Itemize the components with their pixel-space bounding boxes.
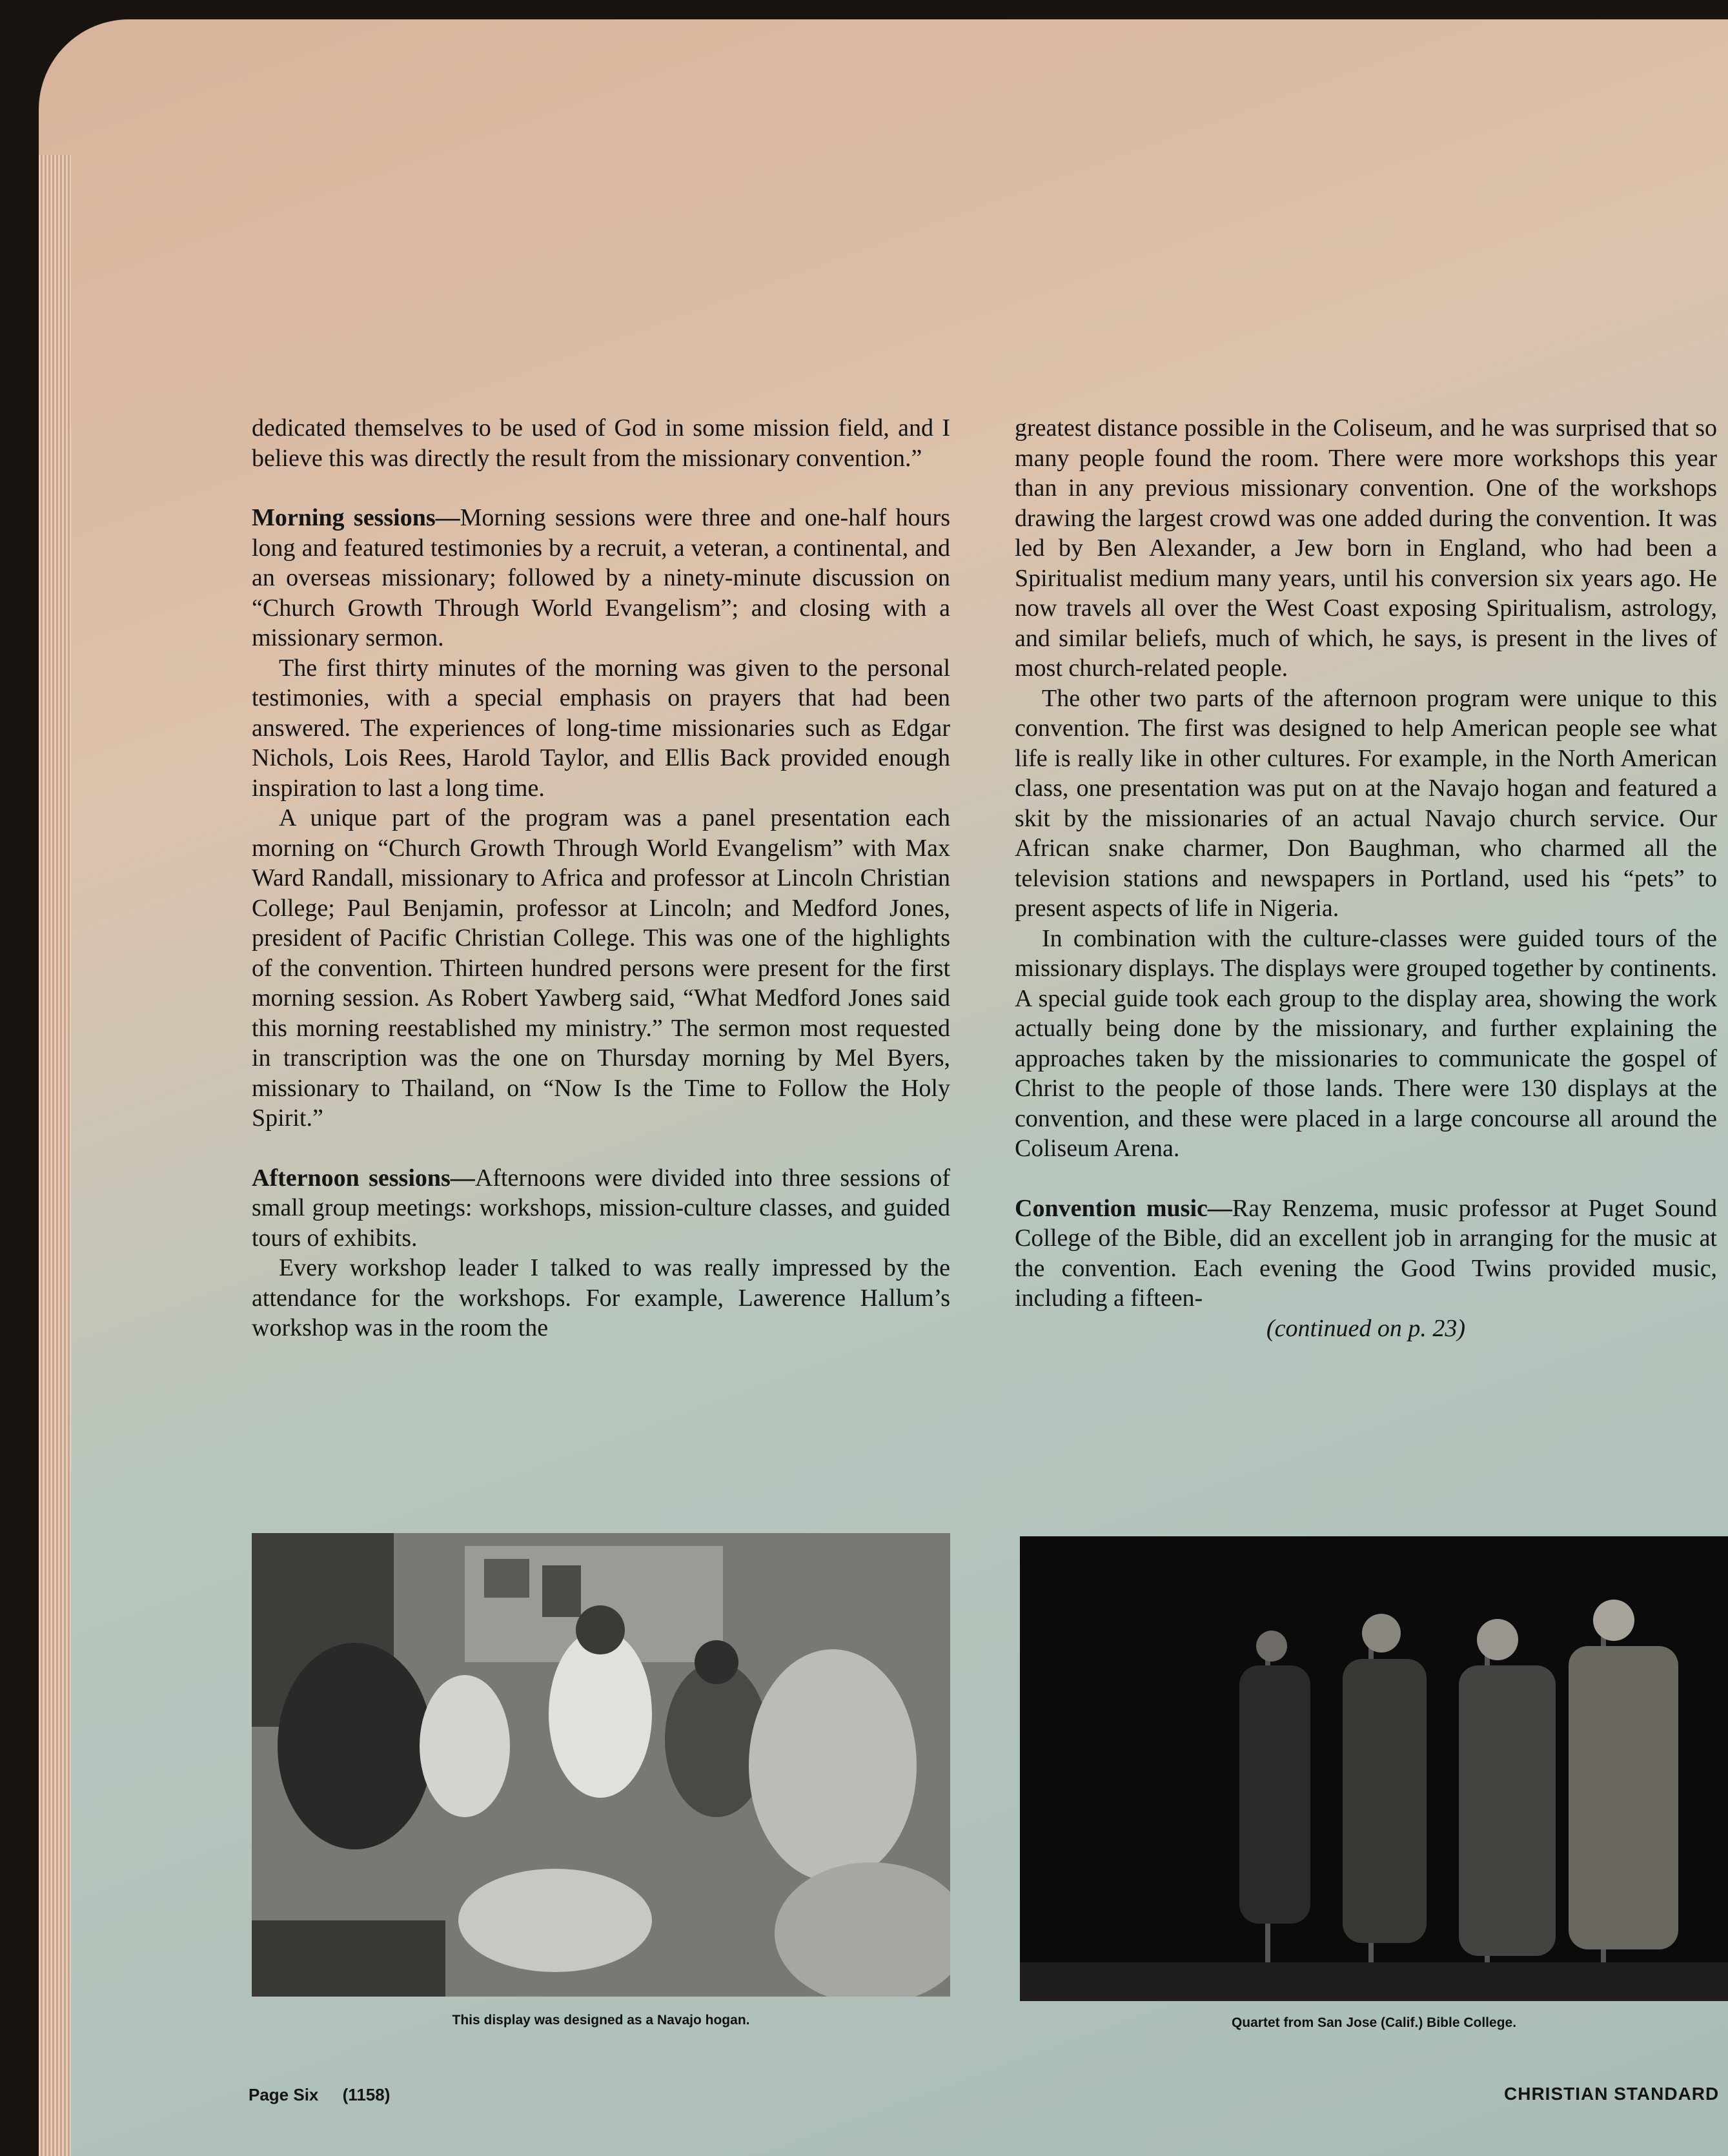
photo-navajo-hogan-display [252,1533,950,1997]
paragraph: Every workshop leader I talked to was really impressed by the attendance for the workshops. For example, Lawerence Hallum’s workshop was in the room the [252,1254,950,1341]
continued-note: (continued on p. 23) [1266,1314,1466,1342]
left-column [252,413,950,1343]
paragraph: The other two parts of the afternoon program were unique to this convention. The first was designed to help American people see what life is really like in other cultures. For example, in the North American class, one presentation was put on at the Navajo hogan and featured a skit by the missionaries of an actual Navajo church service. Our African snake charmer, Don Baughman, who charmed all the television stations and newspapers in Portland, used his “pets” to present aspects of life in Nigeria. [1015,684,1717,922]
photo-caption: Quartet from San Jose (Calif.) Bible College. [1231,2015,1517,2030]
section-heading: Convention music— [1015,1194,1232,1222]
publication-name: CHRISTIAN STANDARD [1504,2084,1720,2104]
paragraph-text: Ray Renzema, music professor at Puget Sound College of the Bible, did an excellent job in arranging for the music at the convention. Each evening the Good Twins provided music, including a fifteen- [1015,1194,1718,1312]
paragraph: greatest distance possible in the Coliseum, and he was surprised that so many people found the room. There were more workshops this year than in any previous missionary convention. One of the workshops drawing the largest crowd was one added during the convention. It was led by Ben Alexander, a Jew born in England, who had been a Spiritualist medium many years, until his conversion six years ago. He now travels all over the West Coast exposing Spiritualism, astrology, and similar beliefs, much of which, he says, is present in the lives of most church-related people. [1015,414,1717,682]
page-stack-edge [39,155,71,2156]
paragraph-text: Morning sessions were three and one-half hours long and featured testimonies by a recruit, a veteran, a continental, and an overseas missionary; followed by a ninety-minute discussion on “Church Growth Through World Evangelism”; and closing with a missionary sermon. [252,504,950,651]
paragraph: The first thirty minutes of the morning was given to the personal testimonies, with a special emphasis on prayers that had been answered. The experiences of long-time missionaries such as Edgar Nichols, Lois Rees, Harold Taylor, and Ellis Back provided enough inspiration to last a long time. [252,654,950,802]
paragraph: dedicated themselves to be used of God in some mission field, and I believe this was directly the result from the missionary convention.” [252,414,950,472]
paragraph-afternoon-sessions [252,1163,950,1254]
page-number: (1158) [342,2085,391,2104]
paragraph: In combination with the culture-classes were guided tours of the missionary displays. The displays were grouped together by continents. A special guide took each group to the display area, showing the work actually being done by the missionary, and further explaining the approaches taken by the missionaries to communicate the gospel of Christ to the people of those lands. There were 130 displays at the convention, and these were placed in a large concourse all around the Coliseum Arena. [1015,924,1717,1162]
right-column [1015,413,1717,1343]
paragraph: A unique part of the program was a panel presentation each morning on “Church Growth Through World Evangelism” with Max Ward Randall, missionary to Africa and professor at Lincoln Christian College; Paul Benjamin, professor at Lincoln; and Medford Jones, president of Pacific Christian College. This was one of the highlights of the convention. Thirteen hundred persons were present for the first morning session. As Robert Yawberg said, “What Medford Jones said this morning reestablished my ministry.” The sermon most requested in transcription was the one on Thursday morning by Mel Byers, missionary to Thailand, on “Now Is the Time to Follow the Holy Spirit.” [252,804,950,1132]
section-heading: Afternoon sessions— [252,1164,475,1192]
photo-quartet [1020,1536,1728,2001]
photo-caption: This display was designed as a Navajo hogan. [452,2013,750,2028]
paragraph-morning-sessions [252,503,950,653]
page-footer-folio [249,2085,409,2105]
paragraph-convention-music [1015,1194,1717,1314]
paragraph-text: Afternoons were divided into three sessions of small group meetings: workshops, mission-culture classes, and guided tours of exhibits. [252,1164,950,1252]
section-heading: Morning sessions— [252,504,460,531]
page-label: Page Six [249,2085,319,2104]
